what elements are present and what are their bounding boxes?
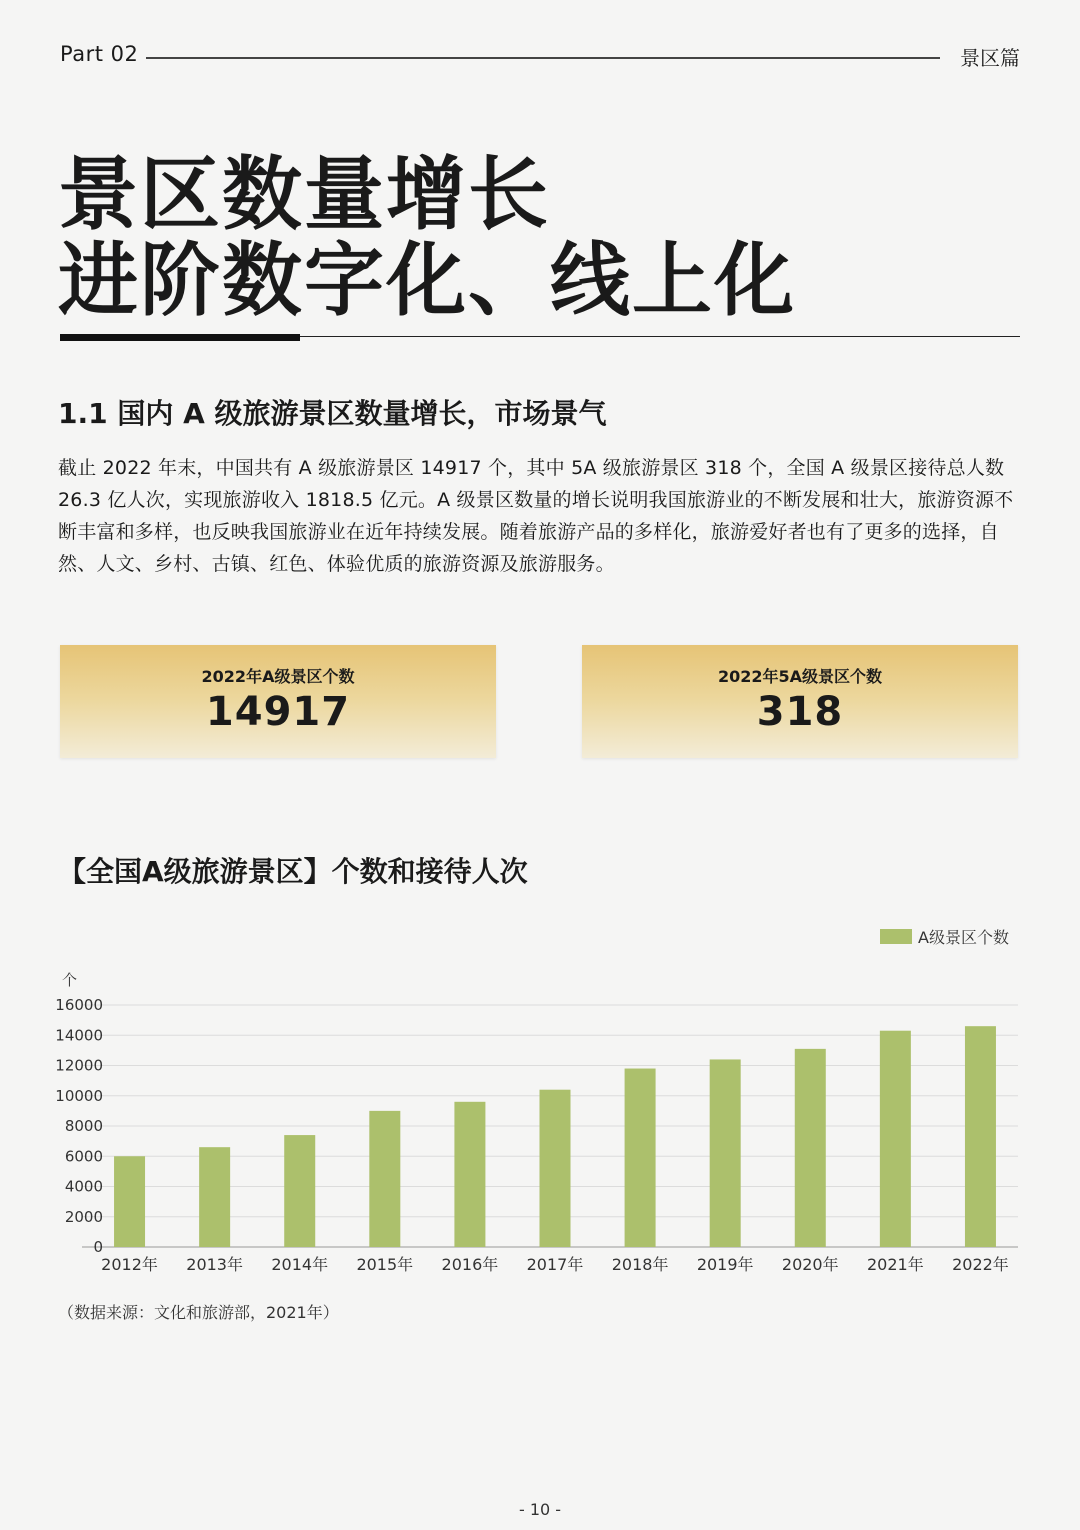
bar [454, 1102, 485, 1247]
x-tick-label: 2013年 [186, 1255, 244, 1274]
body-paragraph: 截止 2022 年末，中国共有 A 级旅游景区 14917 个，其中 5A 级旅游景区 318 个，全国 A 级景区接待总人数 26.3 亿人次，实现旅游收入 1818.5 亿元。A 级景区数量的增长说明我国旅游业的不断发展和壮大，旅游资源不断丰富和多样，也反映我国旅游业在近年持续发展。随着旅游产品的多样化，旅游爱好者也有了更多的选择，自然、人文、乡村、古镇、红色、体验优质的旅游资源及旅游服务。 [58, 457, 1014, 575]
bar [710, 1059, 741, 1247]
section-subheading: 1.1 国内 A 级旅游景区数量增长，市场景气 [58, 397, 607, 430]
bar [625, 1069, 656, 1247]
bar [284, 1135, 315, 1247]
y-tick-label: 0 [93, 1238, 103, 1256]
chart-bars [114, 1026, 996, 1247]
bar [114, 1156, 145, 1247]
y-tick-label: 2000 [64, 1207, 103, 1226]
chart-title: 【全国A级旅游景区】个数和接待人次 [58, 855, 528, 888]
part-label: Part 02 [60, 42, 139, 66]
x-tick-label: 2022年 [952, 1255, 1009, 1274]
y-tick-label: 12000 [55, 1056, 103, 1075]
stat-label: 2022年5A级景区个数 [717, 667, 883, 686]
bar [369, 1111, 400, 1247]
stat-value: 318 [756, 689, 844, 735]
stat-label: 2022年A级景区个数 [201, 667, 355, 686]
title-accent-bar [60, 334, 300, 341]
x-tick-label: 2020年 [781, 1255, 839, 1274]
legend-swatch [880, 929, 912, 944]
x-tick-label: 2016年 [441, 1255, 499, 1274]
section-tag: 景区篇 [960, 46, 1020, 70]
bar [880, 1031, 911, 1247]
y-tick-label: 16000 [55, 996, 103, 1014]
x-tick-label: 2021年 [866, 1255, 924, 1274]
x-tick-label: 2018年 [611, 1255, 669, 1274]
y-axis-ticks [55, 996, 103, 1256]
bar-chart [0, 900, 1080, 1285]
data-source-note: （数据来源：文化和旅游部，2021年） [58, 1303, 339, 1322]
y-tick-label: 6000 [64, 1147, 103, 1166]
stat-card-a-level [60, 645, 496, 758]
x-tick-label: 2015年 [356, 1255, 414, 1274]
page-title [58, 148, 796, 327]
stat-card-5a-level [582, 645, 1018, 758]
chart-legend [880, 928, 1009, 947]
page-header [60, 42, 1020, 74]
x-axis-ticks [101, 1255, 1009, 1274]
bar [795, 1049, 826, 1247]
stat-value: 14917 [205, 689, 351, 735]
bar [965, 1026, 996, 1247]
y-tick-label: 8000 [64, 1117, 103, 1135]
y-axis-unit-label: 个 [62, 971, 78, 989]
bar [199, 1147, 230, 1247]
bar [540, 1090, 571, 1247]
y-tick-label: 14000 [55, 1026, 103, 1045]
x-tick-label: 2017年 [526, 1255, 584, 1274]
page-title-line-2: 进阶数字化、线上化 [58, 234, 796, 327]
x-tick-label: 2019年 [696, 1255, 754, 1274]
header-divider [146, 57, 940, 59]
y-tick-label: 10000 [55, 1086, 103, 1105]
page-title-line-1: 景区数量增长 [58, 148, 550, 241]
y-tick-label: 4000 [64, 1177, 103, 1196]
x-tick-label: 2012年 [101, 1255, 158, 1274]
legend-label: A级景区个数 [918, 928, 1009, 947]
page-number: - 10 - [518, 1500, 562, 1519]
x-tick-label: 2014年 [271, 1255, 329, 1274]
